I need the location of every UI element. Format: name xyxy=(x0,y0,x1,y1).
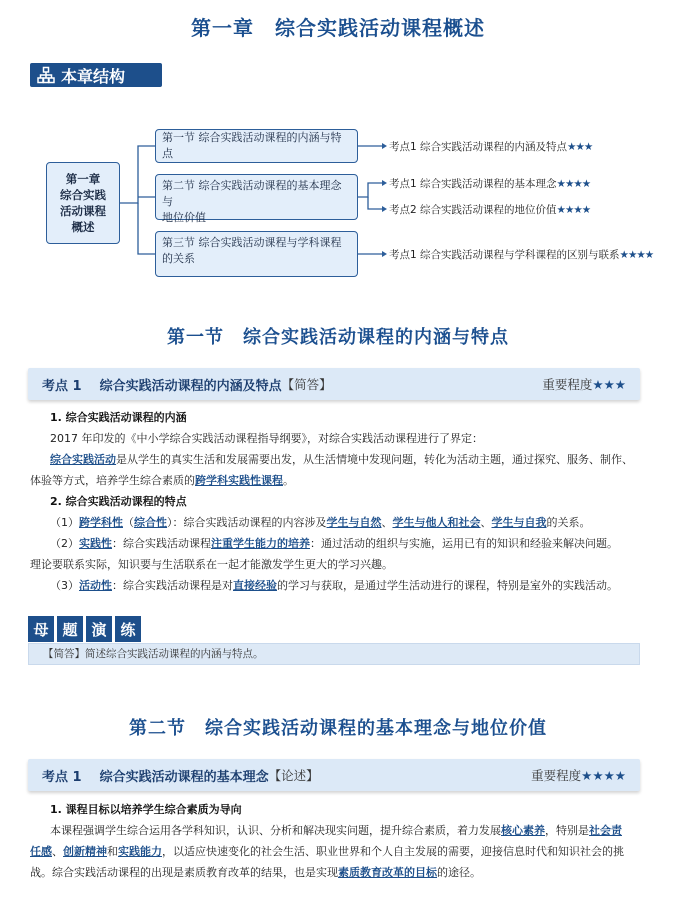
root-line: 第一章 xyxy=(65,172,101,186)
section1-title: 第一节 综合实践活动课程的内涵与特点 xyxy=(167,327,509,348)
root-line: 综合实践 xyxy=(60,188,106,202)
section-node-label: 地位价值 xyxy=(162,211,206,224)
star-rating: ★★★★ xyxy=(556,204,591,216)
structure-point: 考点1 综合实践活动课程的内涵及特点★★★ xyxy=(389,141,593,153)
section-node-label: 的关系 xyxy=(162,252,195,265)
paragraph: 任感、创新精神和实践能力，以适应快速变化的社会生活、职业世界和个人自主发展的需要，迎接信息时代和知识社会的挑 xyxy=(30,845,624,858)
structure-section-2 xyxy=(155,174,358,224)
structure-label-text: 本章结构 xyxy=(61,66,126,86)
exercise-char: 母 xyxy=(28,616,54,642)
paragraph: 本课程强调学生综合运用各学科知识，认识、分析和解决现实问题，提升综合素质，着力发展核心素养，特别是社会责 xyxy=(50,824,622,837)
root-line: 活动课程 xyxy=(60,204,106,218)
question-type-tag: 【论述】 xyxy=(268,768,319,783)
subheading: 2. 综合实践活动课程的特点 xyxy=(50,495,187,508)
section-node-label: 第二节 综合实践活动课程的基本理念与 xyxy=(162,179,342,208)
exercise-question: 【简答】简述综合实践活动课程的内涵与特点。 xyxy=(28,643,640,665)
structure-point: 考点1 综合实践活动课程的基本理念★★★★ xyxy=(389,178,591,190)
content-section2 xyxy=(30,799,646,883)
section-node-label: 第一节 综合实践活动课程的内涵与特点 xyxy=(162,131,342,160)
kaodian-bar xyxy=(28,368,640,400)
subheading: 1. 课程目标以培养学生综合素质为导向 xyxy=(50,803,242,816)
root-line: 概述 xyxy=(71,220,95,234)
kaodian-bar xyxy=(28,759,640,791)
structure-section-3 xyxy=(155,231,358,277)
structure-point: 考点1 综合实践活动课程与学科课程的区别与联系★★★★ xyxy=(389,249,654,261)
paragraph: 2017 年印发的《中小学综合实践活动课程指导纲要》，对综合实践活动课程进行了界定： xyxy=(50,432,483,445)
importance-rating: 重要程度★★★★ xyxy=(531,768,626,783)
exercise-char: 题 xyxy=(57,616,83,642)
structure-section-1 xyxy=(155,129,358,163)
section-node-label: 第三节 综合实践活动课程与学科课程 xyxy=(162,236,342,249)
content-section1 xyxy=(30,407,646,596)
paragraph: 理论要联系实际，知识要与生活联系在一起才能激发学生更大的学习兴趣。 xyxy=(30,558,393,571)
exercise-char: 演 xyxy=(86,616,112,642)
question-type-tag: 【简答】 xyxy=(281,377,332,392)
paragraph: 综合实践活动是从学生的真实生活和发展需要出发，从生活情境中发现问题，转化为活动主题，通过探究、服务、制作、 xyxy=(50,453,633,466)
kaodian-heading: 考点 1 综合实践活动课程的内涵及特点 xyxy=(42,378,282,394)
feature-2: （2）实践性：综合实践活动课程注重学生能力的培养：通过活动的组织与实施，运用已有的知识和经验来解决问题。 xyxy=(50,537,618,550)
chapter-title: 第一章 综合实践活动课程概述 xyxy=(191,16,485,40)
feature-3: （3）活动性：综合实践活动课程是对直接经验的学习与获取，是通过学生活动进行的课程，特别是室外的实践活动。 xyxy=(50,579,618,592)
exercise-char: 练 xyxy=(115,616,141,642)
kaodian-heading: 考点 1 综合实践活动课程的基本理念 xyxy=(42,769,269,785)
paragraph: 战。综合实践活动课程的出现是素质教育改革的结果，也是实现素质教育改革的目标的途径。 xyxy=(30,866,481,879)
structure-root-node xyxy=(46,162,120,244)
structure-point: 考点2 综合实践活动课程的地位价值★★★★ xyxy=(389,204,591,216)
star-rating: ★★★★ xyxy=(619,249,654,261)
feature-1: （1）跨学科性（综合性）：综合实践活动课程的内容涉及学生与自然、学生与他人和社会、学生与自我的关系。 xyxy=(50,516,591,529)
star-rating: ★★★ xyxy=(567,141,593,153)
section2-title: 第二节 综合实践活动课程的基本理念与地位价值 xyxy=(129,718,547,739)
exercise-label xyxy=(28,616,141,642)
subheading: 1. 综合实践活动课程的内涵 xyxy=(50,411,187,424)
star-rating: ★★★★ xyxy=(556,178,591,190)
importance-rating: 重要程度★★★ xyxy=(542,377,626,392)
paragraph: 体验等方式，培养学生综合素质的跨学科实践性课程。 xyxy=(30,474,294,487)
